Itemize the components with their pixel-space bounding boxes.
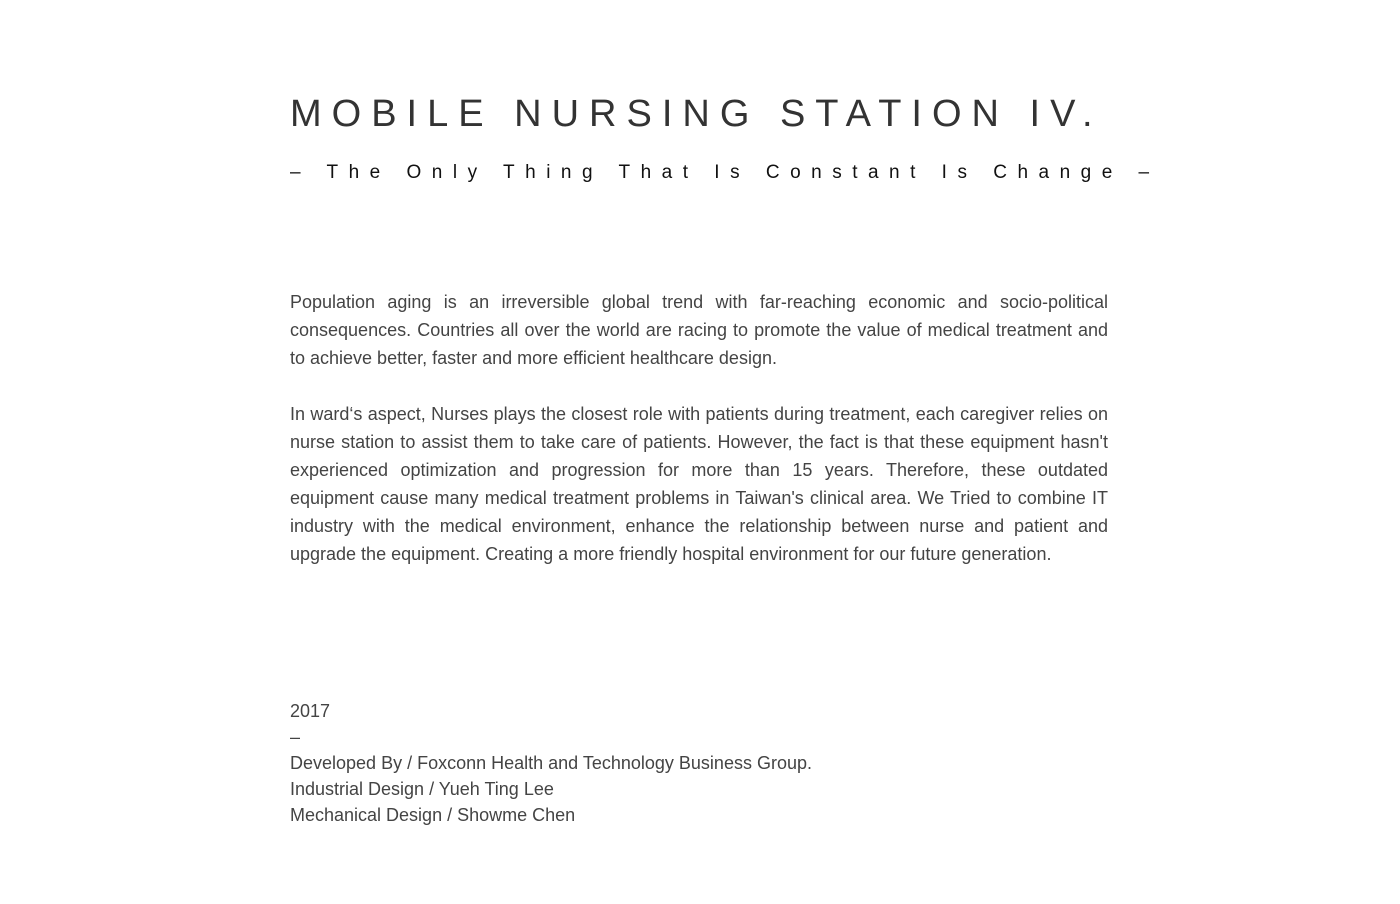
credits-developer: Developed By / Foxconn Health and Technology Business Group. [290, 753, 812, 773]
description [290, 288, 1108, 596]
page-subtitle: – The Only Thing That Is Constant Is Change – [290, 162, 1160, 183]
description-paragraph-2: In ward‘s aspect, Nurses plays the closest role with patients during treatment, each caregiver relies on nurse station to assist them to take care of patients. However, the fact is that these equipment hasn't experienced optimization and progression for more than 15 years. Therefore, these outdated equipment cause many medical treatment problems in Taiwan's clinical area. We Tried to combine IT industry with the medical environment, enhance the relationship between nurse and patient and upgrade the equipment. Creating a more friendly hospital environment for our future generation. [290, 404, 1108, 564]
credits-year: 2017 [290, 701, 331, 721]
credits-mechanical-design: Mechanical Design / Showme Chen [290, 805, 576, 825]
credits-industrial-design: Industrial Design / Yueh Ting Lee [290, 779, 554, 799]
project-page [290, 0, 1160, 904]
page-title: MOBILE NURSING STATION IV. [290, 93, 1103, 135]
description-paragraph-1: Population aging is an irreversible global trend with far-reaching economic and socio-political consequences. Countries all over the world are racing to promote the value of medical treatment and to achieve better, faster and more efficient healthcare design. [290, 292, 1108, 368]
credits-separator: – [290, 727, 301, 747]
credits [290, 698, 1108, 828]
